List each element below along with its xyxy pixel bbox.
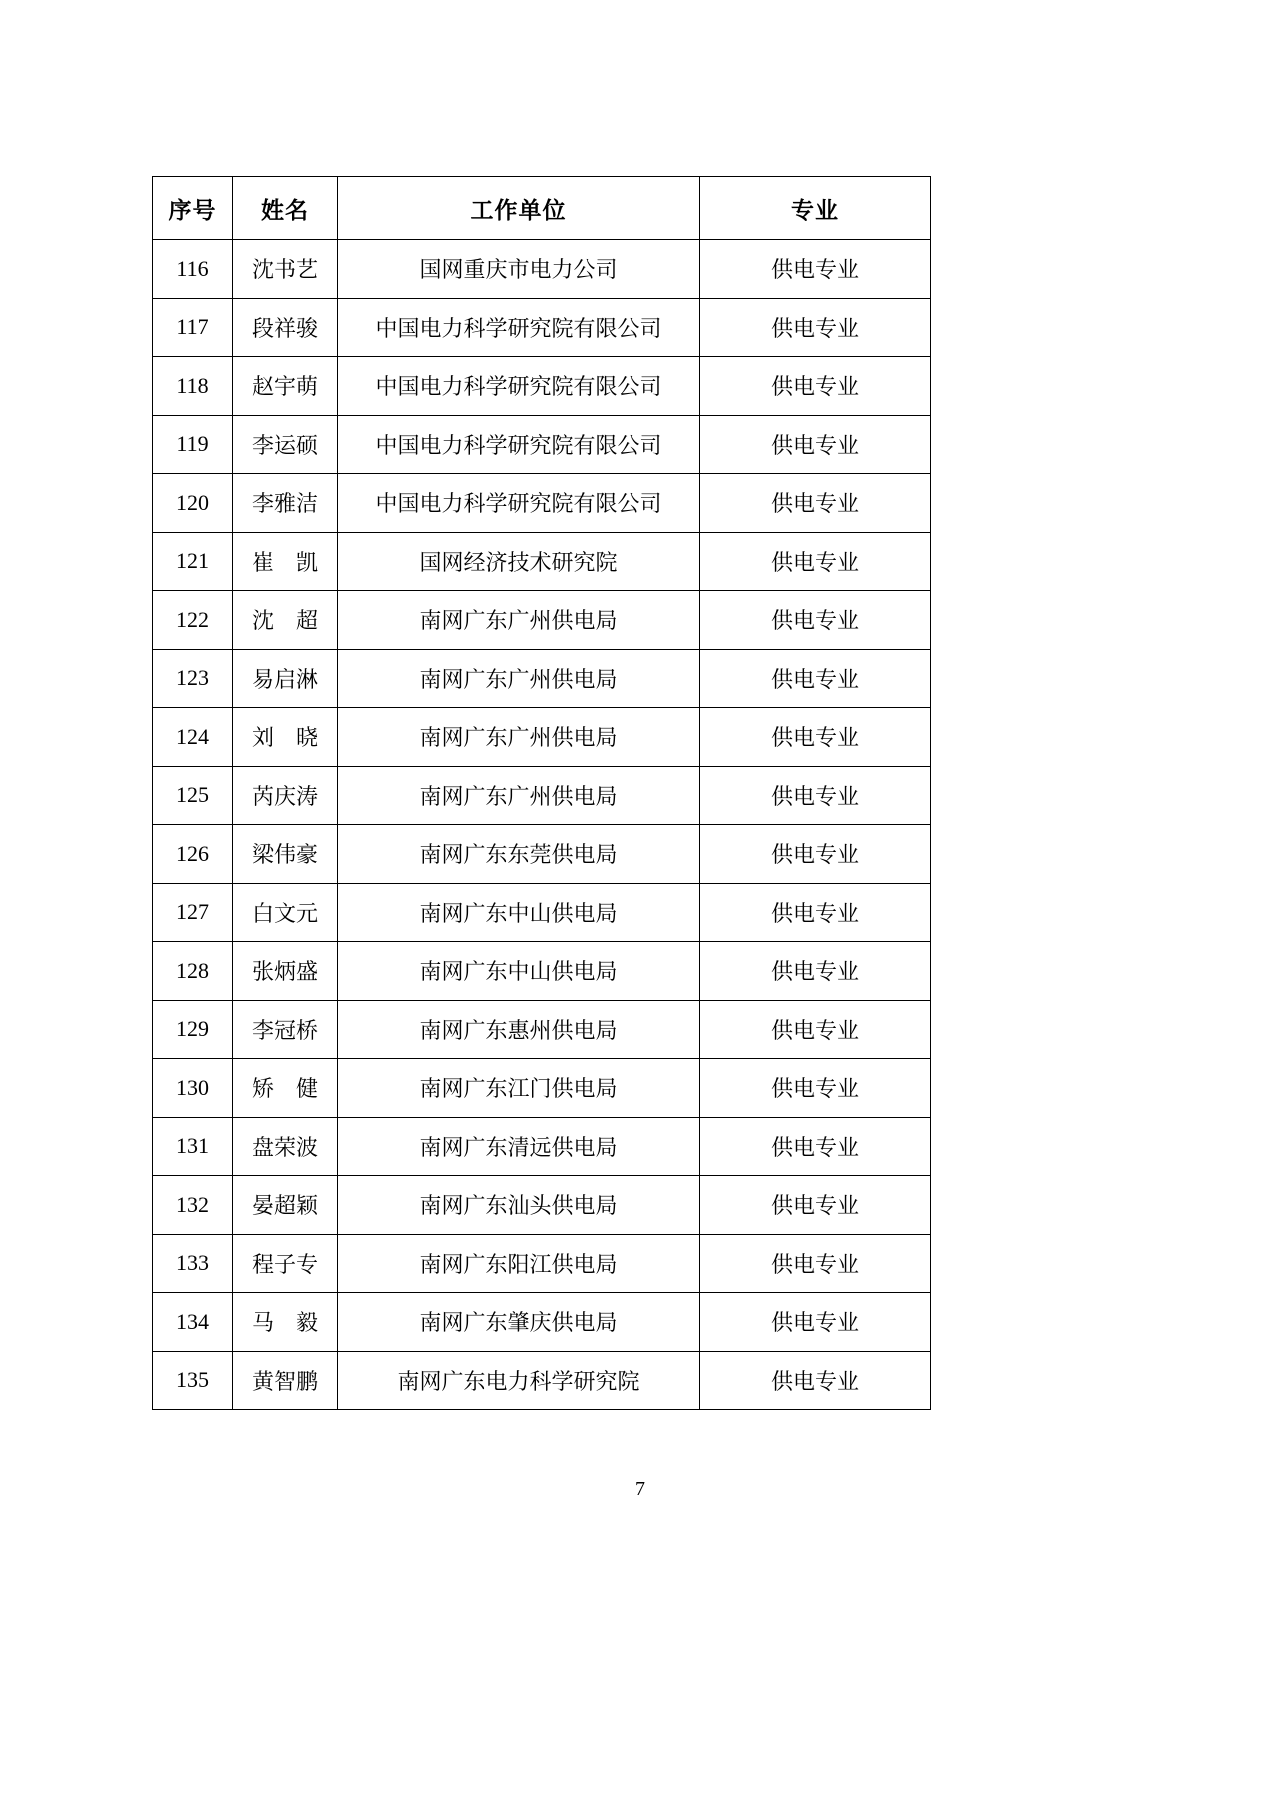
column-header-name: 姓名	[233, 177, 338, 240]
cell-name: 梁伟豪	[233, 825, 338, 884]
cell-major: 供电专业	[700, 474, 931, 533]
cell-name: 易启淋	[233, 649, 338, 708]
cell-name: 矫 健	[233, 1059, 338, 1118]
cell-major: 供电专业	[700, 1117, 931, 1176]
table-row	[153, 1059, 931, 1118]
cell-index: 131	[153, 1117, 233, 1176]
cell-organization: 南网广东惠州供电局	[338, 1000, 700, 1059]
cell-organization: 南网广东广州供电局	[338, 649, 700, 708]
table-row	[153, 357, 931, 416]
cell-major: 供电专业	[700, 649, 931, 708]
table-row	[153, 649, 931, 708]
cell-organization: 南网广东广州供电局	[338, 766, 700, 825]
cell-major: 供电专业	[700, 415, 931, 474]
cell-index: 129	[153, 1000, 233, 1059]
cell-organization: 南网广东中山供电局	[338, 883, 700, 942]
table-row	[153, 883, 931, 942]
cell-organization: 中国电力科学研究院有限公司	[338, 415, 700, 474]
cell-organization: 中国电力科学研究院有限公司	[338, 298, 700, 357]
cell-name: 黄智鹏	[233, 1351, 338, 1410]
table-row	[153, 1117, 931, 1176]
cell-organization: 南网广东阳江供电局	[338, 1234, 700, 1293]
table-row	[153, 766, 931, 825]
cell-index: 123	[153, 649, 233, 708]
cell-name: 张炳盛	[233, 942, 338, 1001]
cell-major: 供电专业	[700, 357, 931, 416]
cell-name: 李冠桥	[233, 1000, 338, 1059]
cell-name: 白文元	[233, 883, 338, 942]
cell-major: 供电专业	[700, 708, 931, 767]
cell-name: 赵宇萌	[233, 357, 338, 416]
table-row	[153, 591, 931, 650]
table-row	[153, 474, 931, 533]
table-row	[153, 825, 931, 884]
cell-name: 晏超颖	[233, 1176, 338, 1235]
cell-organization: 南网广东汕头供电局	[338, 1176, 700, 1235]
table-row	[153, 240, 931, 299]
cell-name: 芮庆涛	[233, 766, 338, 825]
cell-index: 119	[153, 415, 233, 474]
cell-index: 125	[153, 766, 233, 825]
page-number: 7	[635, 1478, 645, 1500]
cell-index: 118	[153, 357, 233, 416]
table-header	[153, 177, 931, 240]
cell-major: 供电专业	[700, 1059, 931, 1118]
cell-name: 沈 超	[233, 591, 338, 650]
table-row	[153, 1000, 931, 1059]
table-row	[153, 1293, 931, 1352]
cell-major: 供电专业	[700, 883, 931, 942]
cell-major: 供电专业	[700, 532, 931, 591]
cell-index: 116	[153, 240, 233, 299]
table-row	[153, 298, 931, 357]
cell-index: 132	[153, 1176, 233, 1235]
cell-index: 134	[153, 1293, 233, 1352]
column-header-index: 序号	[153, 177, 233, 240]
cell-index: 120	[153, 474, 233, 533]
cell-organization: 南网广东肇庆供电局	[338, 1293, 700, 1352]
cell-organization: 南网广东江门供电局	[338, 1059, 700, 1118]
table-row	[153, 532, 931, 591]
cell-organization: 南网广东东莞供电局	[338, 825, 700, 884]
cell-index: 128	[153, 942, 233, 1001]
cell-index: 135	[153, 1351, 233, 1410]
table-row	[153, 1234, 931, 1293]
cell-name: 李运硕	[233, 415, 338, 474]
cell-name: 盘荣波	[233, 1117, 338, 1176]
cell-major: 供电专业	[700, 1293, 931, 1352]
cell-major: 供电专业	[700, 1000, 931, 1059]
cell-name: 段祥骏	[233, 298, 338, 357]
cell-major: 供电专业	[700, 766, 931, 825]
cell-name: 沈书艺	[233, 240, 338, 299]
column-header-organization: 工作单位	[338, 177, 700, 240]
cell-major: 供电专业	[700, 1176, 931, 1235]
cell-index: 133	[153, 1234, 233, 1293]
cell-major: 供电专业	[700, 1234, 931, 1293]
table-row	[153, 415, 931, 474]
cell-major: 供电专业	[700, 591, 931, 650]
cell-organization: 南网广东广州供电局	[338, 591, 700, 650]
cell-major: 供电专业	[700, 298, 931, 357]
cell-organization: 国网经济技术研究院	[338, 532, 700, 591]
cell-major: 供电专业	[700, 942, 931, 1001]
table-row	[153, 708, 931, 767]
cell-organization: 中国电力科学研究院有限公司	[338, 357, 700, 416]
cell-name: 程子专	[233, 1234, 338, 1293]
table-row	[153, 942, 931, 1001]
cell-index: 127	[153, 883, 233, 942]
table-body	[153, 240, 931, 1410]
cell-name: 李雅洁	[233, 474, 338, 533]
cell-organization: 国网重庆市电力公司	[338, 240, 700, 299]
cell-name: 马 毅	[233, 1293, 338, 1352]
column-header-major: 专业	[700, 177, 931, 240]
table-header-row	[153, 177, 931, 240]
cell-name: 崔 凯	[233, 532, 338, 591]
table-row	[153, 1351, 931, 1410]
cell-name: 刘 晓	[233, 708, 338, 767]
cell-organization: 中国电力科学研究院有限公司	[338, 474, 700, 533]
cell-organization: 南网广东电力科学研究院	[338, 1351, 700, 1410]
cell-index: 121	[153, 532, 233, 591]
cell-organization: 南网广东广州供电局	[338, 708, 700, 767]
cell-organization: 南网广东中山供电局	[338, 942, 700, 1001]
cell-organization: 南网广东清远供电局	[338, 1117, 700, 1176]
cell-major: 供电专业	[700, 240, 931, 299]
cell-index: 124	[153, 708, 233, 767]
cell-index: 122	[153, 591, 233, 650]
cell-index: 126	[153, 825, 233, 884]
cell-major: 供电专业	[700, 825, 931, 884]
cell-major: 供电专业	[700, 1351, 931, 1410]
table-row	[153, 1176, 931, 1235]
cell-index: 117	[153, 298, 233, 357]
personnel-table	[152, 176, 931, 1410]
cell-index: 130	[153, 1059, 233, 1118]
